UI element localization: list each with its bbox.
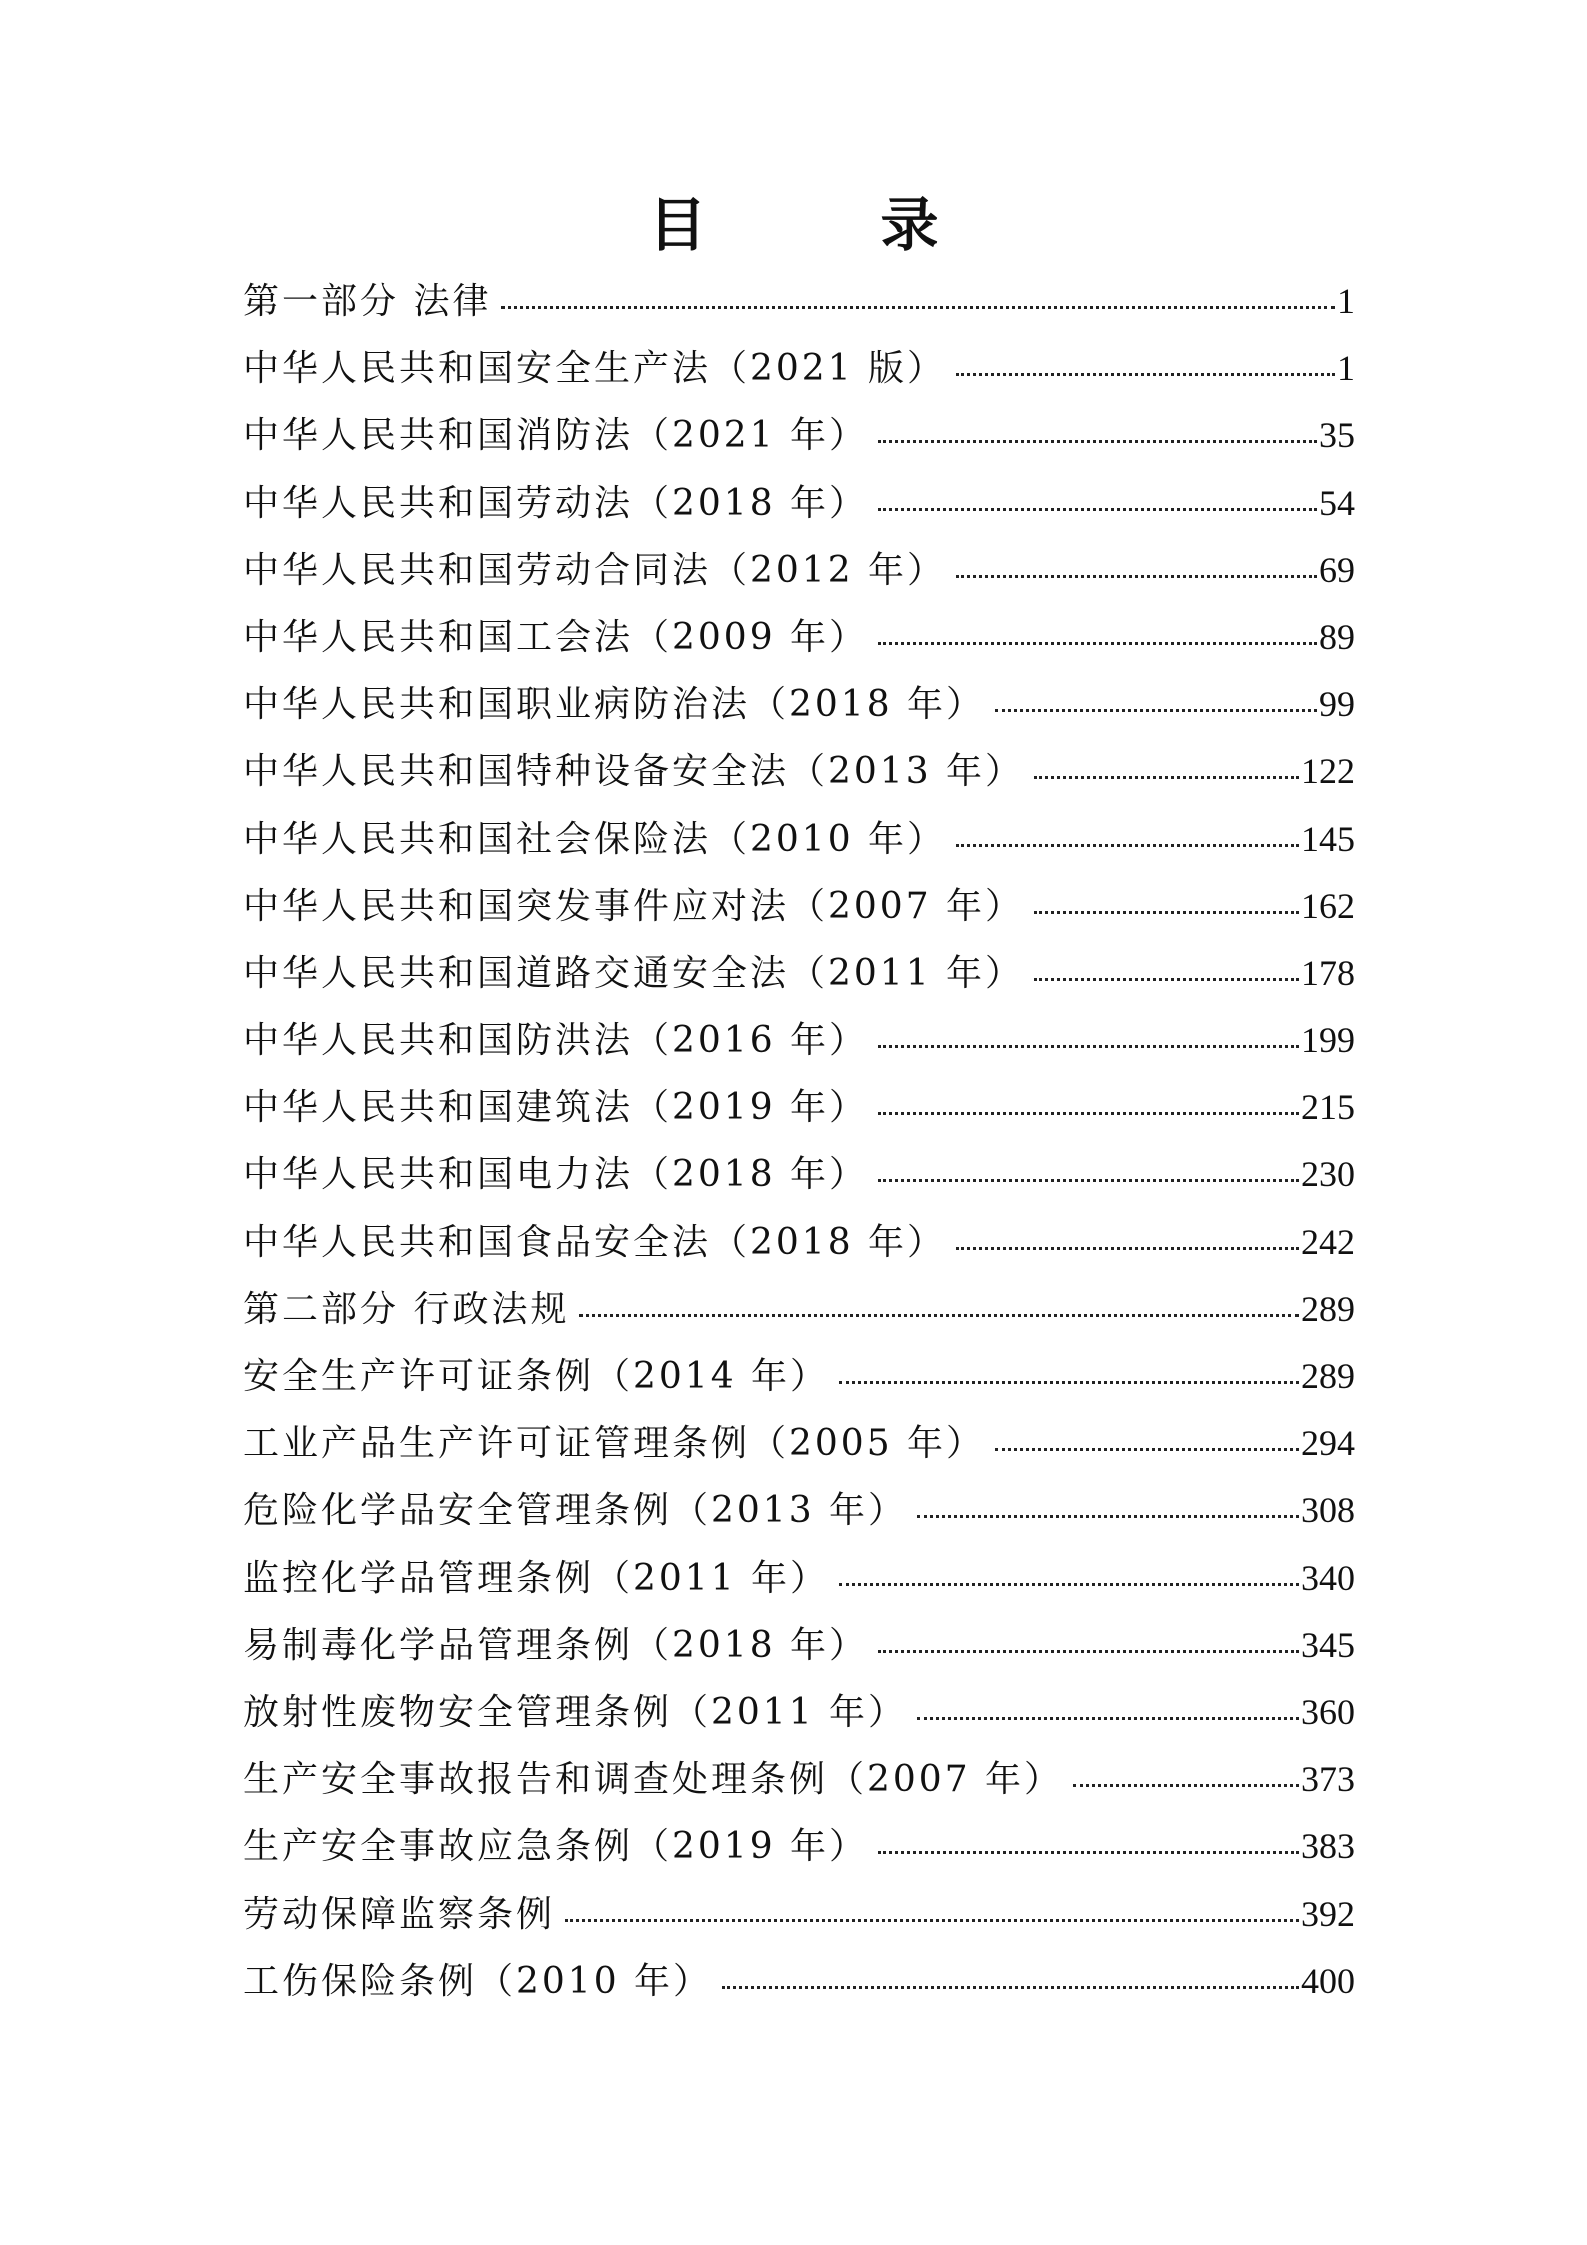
toc-entry-page: 199 [1301, 1020, 1355, 1061]
dot-leader [878, 1650, 1299, 1653]
toc-entry-title: 生产安全事故应急条例（2019 年） [243, 1826, 869, 1868]
toc-entry[interactable] [243, 1545, 1355, 1612]
toc-entry[interactable] [243, 1612, 1355, 1679]
toc-entry-title: 中华人民共和国电力法（2018 年） [243, 1154, 869, 1196]
page-title: 目 录 [648, 191, 997, 259]
toc-entry-page: 242 [1301, 1221, 1355, 1262]
dot-leader [722, 1986, 1299, 1989]
toc-entry[interactable] [243, 1074, 1355, 1141]
dot-leader [917, 1515, 1299, 1518]
toc-entry-page: 1 [1337, 348, 1355, 389]
dot-leader [878, 1112, 1299, 1115]
dot-leader [878, 440, 1317, 443]
toc-entry-title: 中华人民共和国劳动合同法（2012 年） [243, 549, 947, 591]
dot-leader [878, 1045, 1299, 1048]
toc-entry[interactable] [243, 1746, 1355, 1813]
dot-leader [1034, 911, 1299, 914]
toc-entry-page: 215 [1301, 1087, 1355, 1128]
toc-entry-title: 中华人民共和国特种设备安全法（2013 年） [243, 751, 1025, 793]
toc-entry-title: 危险化学品安全管理条例（2013 年） [243, 1490, 908, 1532]
toc-entry[interactable] [243, 1881, 1355, 1948]
toc-entry-title: 中华人民共和国职业病防治法（2018 年） [243, 684, 986, 726]
table-of-contents [243, 268, 1355, 2015]
toc-entry-page: 294 [1301, 1423, 1355, 1464]
toc-entry[interactable] [243, 671, 1355, 738]
dot-leader [501, 306, 1335, 309]
dot-leader [839, 1381, 1299, 1384]
toc-entry-title: 中华人民共和国社会保险法（2010 年） [243, 818, 947, 860]
toc-entry-title: 中华人民共和国道路交通安全法（2011 年） [243, 952, 1025, 994]
toc-entry[interactable] [243, 470, 1355, 537]
dot-leader [956, 1247, 1299, 1250]
toc-entry[interactable] [243, 604, 1355, 671]
toc-entry-title: 第二部分 行政法规 [243, 1288, 570, 1330]
toc-entry[interactable] [243, 1141, 1355, 1208]
toc-entry[interactable] [243, 1477, 1355, 1544]
dot-leader [579, 1314, 1299, 1317]
dot-leader [1073, 1784, 1299, 1787]
toc-entry-title: 中华人民共和国安全生产法（2021 版） [243, 348, 947, 390]
toc-entry-title: 工伤保险条例（2010 年） [243, 1960, 713, 2002]
toc-entry-page: 35 [1319, 415, 1355, 456]
toc-entry-title: 劳动保障监察条例 [243, 1893, 556, 1935]
dot-leader [917, 1717, 1299, 1720]
toc-entry-page: 392 [1301, 1893, 1355, 1934]
toc-entry-title: 第一部分 法律 [243, 281, 492, 322]
toc-entry[interactable] [243, 806, 1355, 873]
dot-leader [1034, 776, 1299, 779]
toc-entry-title: 中华人民共和国工会法（2009 年） [243, 616, 869, 658]
toc-entry-page: 345 [1301, 1624, 1355, 1665]
toc-entry-title: 易制毒化学品管理条例（2018 年） [243, 1624, 869, 1666]
toc-entry[interactable] [243, 335, 1355, 402]
toc-entry-title: 中华人民共和国防洪法（2016 年） [243, 1020, 869, 1062]
dot-leader [878, 1851, 1299, 1854]
toc-entry[interactable] [243, 1410, 1355, 1477]
toc-entry-page: 1 [1337, 281, 1355, 321]
toc-entry-page: 289 [1301, 1288, 1355, 1329]
toc-entry-page: 145 [1301, 818, 1355, 859]
dot-leader [995, 709, 1317, 712]
toc-entry-title: 中华人民共和国劳动法（2018 年） [243, 482, 869, 524]
toc-entry-page: 89 [1319, 616, 1355, 657]
toc-entry-title: 放射性废物安全管理条例（2011 年） [243, 1691, 908, 1733]
toc-entry-page: 308 [1301, 1490, 1355, 1531]
toc-entry-page: 373 [1301, 1759, 1355, 1800]
toc-entry-page: 122 [1301, 751, 1355, 792]
dot-leader [956, 373, 1335, 376]
toc-entry-page: 289 [1301, 1356, 1355, 1396]
dot-leader [878, 508, 1317, 511]
toc-entry[interactable] [243, 1209, 1355, 1276]
dot-leader [1034, 978, 1299, 981]
toc-entry-title: 安全生产许可证条例（2014 年） [243, 1356, 830, 1397]
toc-entry-page: 400 [1301, 1960, 1355, 2001]
toc-entry[interactable] [243, 1007, 1355, 1074]
toc-entry-page: 230 [1301, 1154, 1355, 1195]
toc-entry[interactable] [243, 738, 1355, 805]
toc-entry[interactable] [243, 402, 1355, 469]
toc-entry-page: 69 [1319, 549, 1355, 590]
dot-leader [878, 1179, 1299, 1182]
toc-entry-page: 178 [1301, 952, 1355, 993]
toc-entry-page: 340 [1301, 1557, 1355, 1598]
toc-entry[interactable] [243, 873, 1355, 940]
toc-entry-title: 中华人民共和国消防法（2021 年） [243, 415, 869, 457]
toc-entry-title: 中华人民共和国食品安全法（2018 年） [243, 1221, 947, 1263]
toc-entry[interactable] [243, 1276, 1355, 1343]
dot-leader [878, 642, 1317, 645]
dot-leader [956, 844, 1299, 847]
dot-leader [839, 1583, 1299, 1586]
toc-entry[interactable] [243, 268, 1355, 335]
toc-entry[interactable] [243, 537, 1355, 604]
toc-entry[interactable] [243, 940, 1355, 1007]
toc-entry-page: 99 [1319, 684, 1355, 725]
toc-entry[interactable] [243, 1343, 1355, 1410]
toc-entry-title: 工业产品生产许可证管理条例（2005 年） [243, 1423, 986, 1465]
toc-entry-title: 监控化学品管理条例（2011 年） [243, 1557, 830, 1599]
dot-leader [995, 1448, 1299, 1451]
toc-entry-page: 360 [1301, 1691, 1355, 1732]
toc-entry[interactable] [243, 1813, 1355, 1880]
toc-entry-title: 中华人民共和国突发事件应对法（2007 年） [243, 885, 1025, 927]
toc-entry-page: 383 [1301, 1826, 1355, 1867]
toc-entry[interactable] [243, 1948, 1355, 2015]
dot-leader [956, 575, 1317, 578]
dot-leader [565, 1919, 1299, 1922]
toc-entry[interactable] [243, 1679, 1355, 1746]
toc-entry-page: 162 [1301, 885, 1355, 926]
toc-entry-page: 54 [1319, 482, 1355, 523]
toc-entry-title: 生产安全事故报告和调查处理条例（2007 年） [243, 1759, 1064, 1801]
toc-entry-title: 中华人民共和国建筑法（2019 年） [243, 1087, 869, 1129]
